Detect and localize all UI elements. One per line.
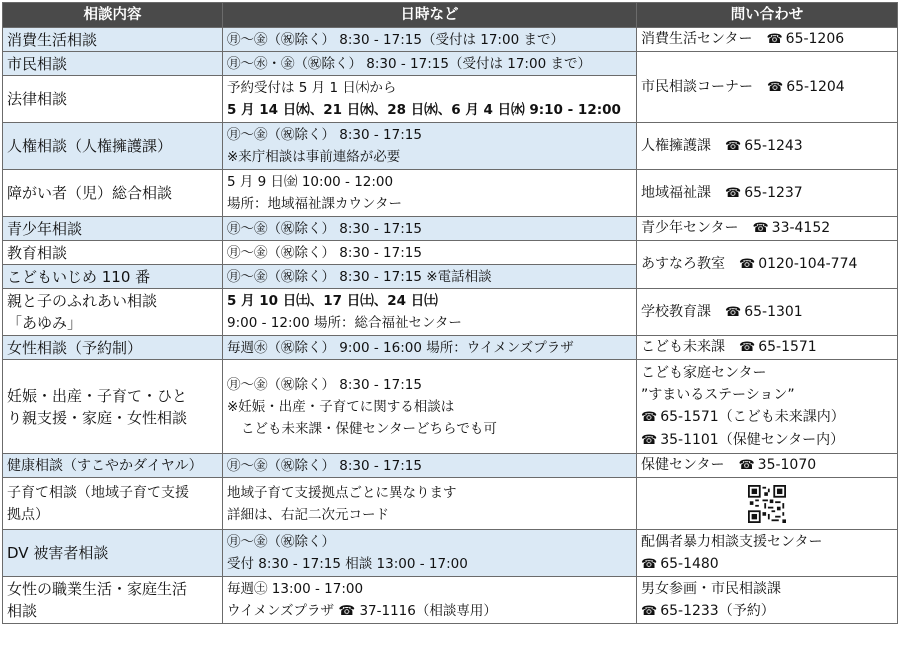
phone-number: 0120-104-774 bbox=[758, 256, 858, 272]
consultation-time: 地域子育て支援拠点ごとに異なります 詳細は、右記二次元コード bbox=[223, 478, 637, 530]
phone-number: 65-1204 bbox=[786, 78, 845, 95]
contact-cell bbox=[637, 28, 898, 52]
contact-cell bbox=[637, 170, 898, 217]
phone-number: 65-1233（予約） bbox=[660, 602, 775, 619]
consultation-name: 女性相談（予約制） bbox=[3, 336, 223, 360]
phone-icon bbox=[641, 432, 660, 448]
consultation-name: 妊娠・出産・子育て・ひと り親支援・家庭・女性相談 bbox=[3, 360, 223, 454]
consultation-time: ㊊〜㊎（㊗除く） 8:30 - 17:15 bbox=[223, 217, 637, 241]
consultation-name: 健康相談（すこやかダイヤル） bbox=[3, 454, 223, 478]
table-row bbox=[3, 577, 898, 624]
phone-icon bbox=[752, 220, 771, 236]
consultation-name: 女性の職業生活・家庭生活 相談 bbox=[3, 577, 223, 624]
contact-cell bbox=[637, 336, 898, 360]
contact-name: 地域福祉課 bbox=[641, 184, 711, 201]
phone-number: 65-1571 bbox=[758, 339, 817, 355]
phone-icon bbox=[738, 457, 757, 473]
qr-code-icon[interactable] bbox=[748, 485, 786, 523]
contact-name: 人権擁護課 bbox=[641, 137, 711, 154]
contact-name: 保健センター bbox=[641, 457, 725, 473]
consultation-time: ㊊〜㊎（㊗除く） 8:30 - 17:15（受付は 17:00 まで） bbox=[223, 28, 637, 52]
consultation-name: 消費生活相談 bbox=[3, 28, 223, 52]
table-row bbox=[3, 170, 898, 217]
consultation-time: ㊊〜㊌・㊎（㊗除く） 8:30 - 17:15（受付は 17:00 まで） bbox=[223, 52, 637, 76]
phone-icon bbox=[641, 603, 660, 619]
header-consultation: 相談内容 bbox=[3, 3, 223, 28]
consultation-time: 5 月 9 日㈮ 10:00 - 12:00 場所：地域福祉課カウンター bbox=[223, 170, 637, 217]
consultation-name: 法律相談 bbox=[3, 76, 223, 123]
consultation-time: 毎週㊏ 13:00 - 17:00 ウイメンズプラザ ☎ 37-1116（相談専用） bbox=[223, 577, 637, 624]
contact-name: 青少年センター bbox=[641, 220, 739, 236]
consultation-time: ㊊〜㊎（㊗除く） 8:30 - 17:15 ※来庁相談は事前連絡が必要 bbox=[223, 123, 637, 170]
contact-name: こども未来課 bbox=[641, 339, 725, 355]
phone-number: 65-1206 bbox=[785, 31, 845, 47]
contact-cell bbox=[637, 577, 898, 624]
contact-name: 学校教育課 bbox=[641, 303, 711, 320]
phone-number: 65-1237 bbox=[744, 184, 803, 201]
contact-cell bbox=[637, 217, 898, 241]
phone-number: 35-1070 bbox=[757, 457, 817, 473]
header-contact: 問い合わせ bbox=[637, 3, 898, 28]
phone-icon bbox=[739, 339, 758, 355]
phone-number: 65-1301 bbox=[744, 303, 803, 320]
phone-icon bbox=[725, 138, 744, 154]
consultation-name: DV 被害者相談 bbox=[3, 530, 223, 577]
contact-name: 消費生活センター bbox=[641, 31, 753, 47]
table-row bbox=[3, 530, 898, 577]
consultation-name: 青少年相談 bbox=[3, 217, 223, 241]
consultation-name: 人権相談（人権擁護課） bbox=[3, 123, 223, 170]
table-row bbox=[3, 123, 898, 170]
consultation-name: こどもいじめ 110 番 bbox=[3, 265, 223, 289]
contact-cell bbox=[637, 52, 898, 123]
contact-cell bbox=[637, 241, 898, 289]
consultation-name: 障がい者（児）総合相談 bbox=[3, 170, 223, 217]
header-datetime: 日時など bbox=[223, 3, 637, 28]
table-row bbox=[3, 241, 898, 265]
contact-cell bbox=[637, 530, 898, 577]
phone-icon bbox=[739, 256, 758, 272]
consultation-name: 子育て相談（地域子育て支援 拠点） bbox=[3, 478, 223, 530]
consultation-time: ㊊〜㊎（㊗除く） 8:30 - 17:15 ※妊娠・出産・子育てに関する相談は こども未来課・保健センターどちらでも可 bbox=[223, 360, 637, 454]
consultation-table bbox=[2, 2, 898, 624]
table-row bbox=[3, 336, 898, 360]
consultation-time: 毎週㊌（㊗除く） 9:00 - 16:00 場所：ウイメンズプラザ bbox=[223, 336, 637, 360]
phone-icon bbox=[725, 185, 744, 201]
consultation-name: 市民相談 bbox=[3, 52, 223, 76]
consultation-time: 予約受付は 5 月 1 日㈭から 5 月 14 日㈬、21 日㈬、28 日㈬、6 月 4 日㈬ 9:10 - 12:00 bbox=[223, 76, 637, 123]
phone-icon bbox=[641, 556, 660, 572]
table-row bbox=[3, 360, 898, 454]
phone-number: 65-1243 bbox=[744, 137, 803, 154]
contact-cell: こども家庭センター ”すまいるステーション” ☎ 65-1571（こども未来課内） ☎ 35-1101（保健センター内） bbox=[637, 360, 898, 454]
consultation-time: ㊊〜㊎（㊗除く） 8:30 - 17:15 ※電話相談 bbox=[223, 265, 637, 289]
contact-name: 男女参画・市民相談課 bbox=[641, 580, 781, 597]
consultation-time: ㊊〜㊎（㊗除く） 受付 8:30 - 17:15 相談 13:00 - 17:00 bbox=[223, 530, 637, 577]
phone-number: 33-4152 bbox=[771, 220, 831, 236]
table-row bbox=[3, 52, 898, 76]
consultation-time: 5 月 10 日㈯、17 日㈯、24 日㈯ 9:00 - 12:00 場所：総合福祉センター bbox=[223, 289, 637, 336]
table-row bbox=[3, 454, 898, 478]
contact-cell bbox=[637, 123, 898, 170]
phone-number: 65-1480 bbox=[660, 555, 719, 572]
phone-icon bbox=[641, 409, 660, 425]
contact-cell bbox=[637, 454, 898, 478]
contact-cell bbox=[637, 289, 898, 336]
table-row bbox=[3, 28, 898, 52]
consultation-time: ㊊〜㊎（㊗除く） 8:30 - 17:15 bbox=[223, 241, 637, 265]
table-row bbox=[3, 217, 898, 241]
consultation-time: ㊊〜㊎（㊗除く） 8:30 - 17:15 bbox=[223, 454, 637, 478]
header-row bbox=[3, 3, 898, 28]
consultation-name: 教育相談 bbox=[3, 241, 223, 265]
phone-icon bbox=[766, 31, 785, 47]
table-row bbox=[3, 478, 898, 530]
qr-cell bbox=[637, 478, 898, 530]
consultation-name: 親と子のふれあい相談 「あゆみ」 bbox=[3, 289, 223, 336]
phone-icon bbox=[725, 304, 744, 320]
contact-name: 市民相談コーナー bbox=[641, 78, 753, 95]
contact-name: 配偶者暴力相談支援センター bbox=[641, 533, 823, 550]
contact-name: あすなろ教室 bbox=[641, 256, 725, 272]
table-row bbox=[3, 289, 898, 336]
phone-icon bbox=[767, 79, 786, 95]
